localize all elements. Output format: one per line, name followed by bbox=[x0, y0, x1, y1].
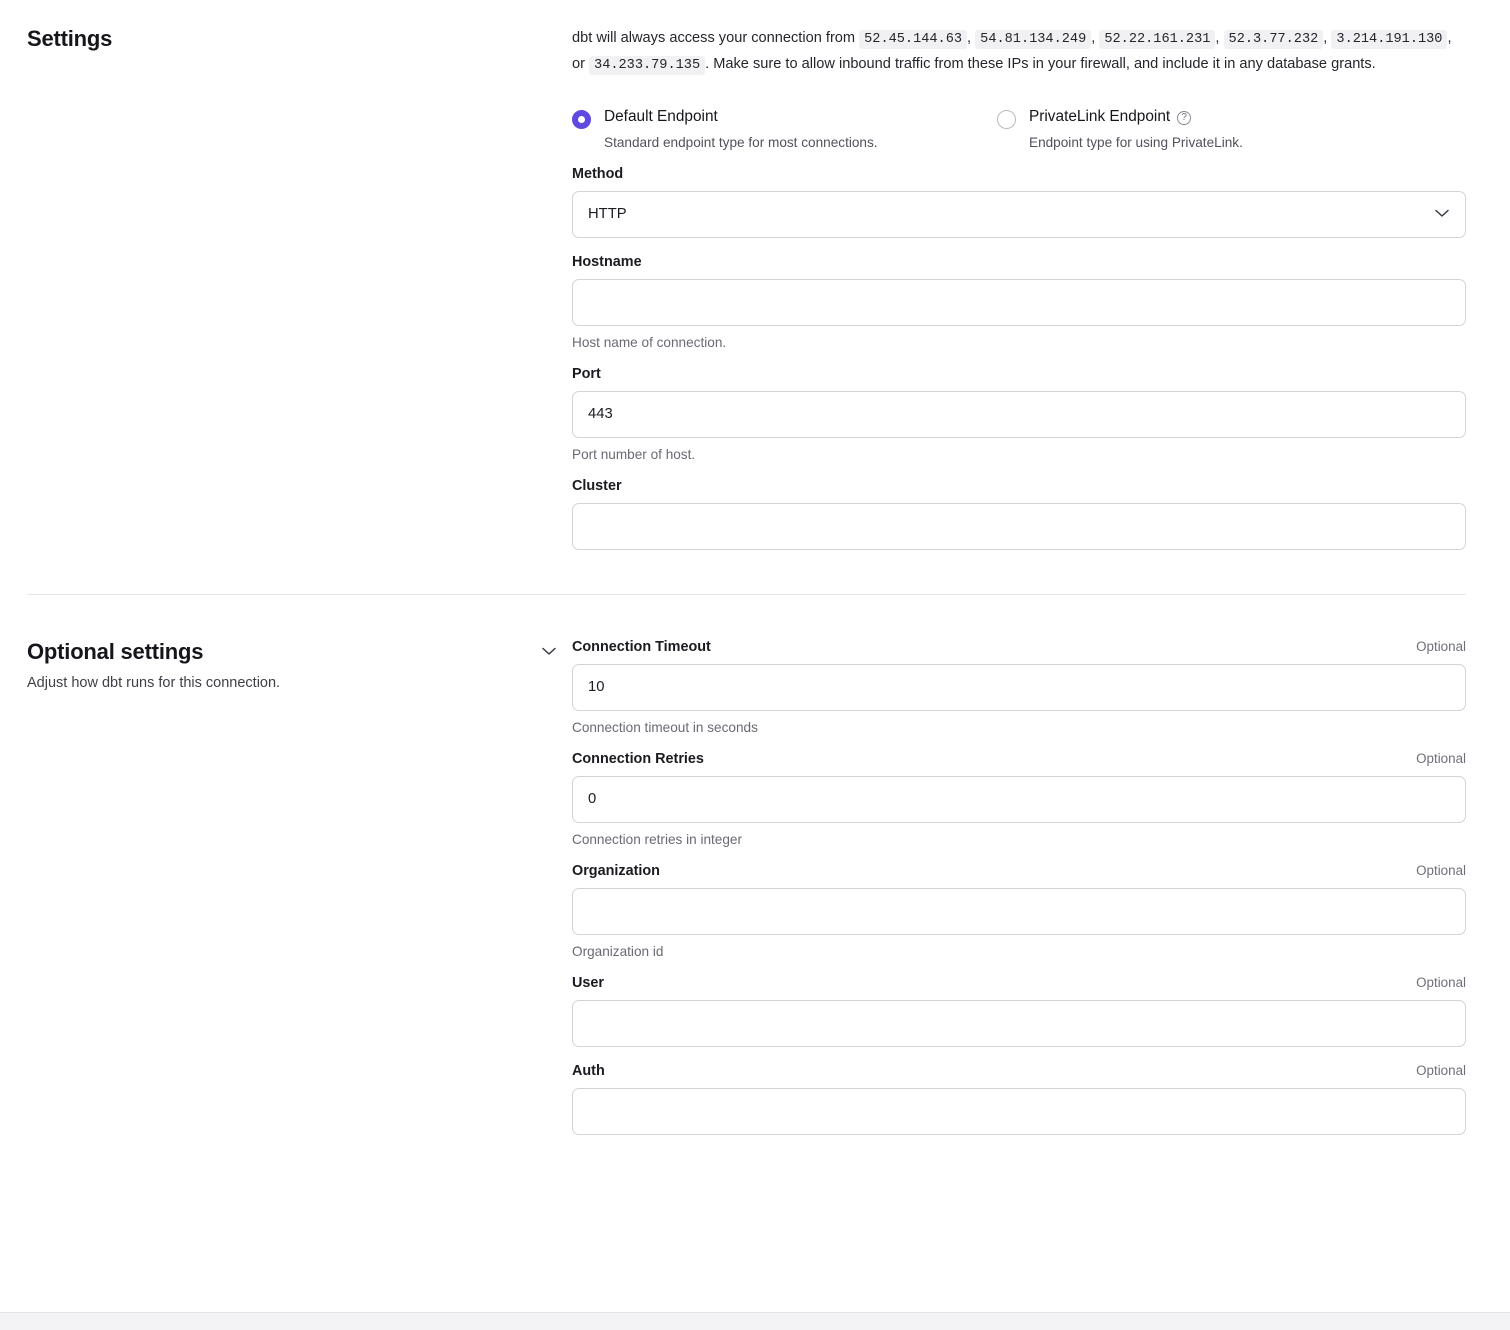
optional-settings-right-column bbox=[572, 613, 1466, 1135]
endpoint-type-radio-group bbox=[572, 108, 1466, 149]
ip-address-3: 52.22.161.231 bbox=[1099, 30, 1215, 49]
field-label-cluster: Cluster bbox=[572, 477, 622, 494]
radio-privatelink-endpoint-desc: Endpoint type for using PrivateLink. bbox=[1029, 134, 1243, 150]
radio-privatelink-endpoint-label-row bbox=[1029, 108, 1243, 126]
ip-allowlist-notice bbox=[572, 26, 1466, 78]
radio-privatelink-endpoint-label: PrivateLink Endpoint bbox=[1029, 108, 1171, 126]
field-cluster bbox=[572, 478, 1466, 550]
field-connection-retries bbox=[572, 751, 1466, 847]
label-row-organization bbox=[572, 863, 1466, 888]
field-auth bbox=[572, 1063, 1466, 1135]
hint-connection-timeout: Connection timeout in seconds bbox=[572, 719, 758, 735]
help-circle-icon[interactable]: ? bbox=[1177, 111, 1191, 125]
comma-5: , bbox=[1447, 30, 1452, 46]
radio-option-default-endpoint[interactable] bbox=[572, 108, 997, 149]
field-label-organization: Organization bbox=[572, 862, 660, 879]
comma-3: , bbox=[1215, 30, 1220, 46]
field-connection-timeout bbox=[572, 639, 1466, 735]
radio-default-endpoint-label-row bbox=[604, 108, 878, 126]
cluster-input[interactable] bbox=[572, 503, 1466, 550]
connection-timeout-input[interactable] bbox=[572, 664, 1466, 711]
optional-tag-auth: Optional bbox=[1416, 1062, 1466, 1078]
field-label-port: Port bbox=[572, 365, 601, 382]
ip-address-4: 52.3.77.232 bbox=[1224, 30, 1324, 49]
settings-section bbox=[0, 0, 1510, 550]
field-user bbox=[572, 975, 1466, 1047]
method-select-wrapper[interactable] bbox=[572, 191, 1466, 238]
radio-privatelink-endpoint-indicator[interactable] bbox=[997, 110, 1016, 129]
optional-settings-title: Optional settings bbox=[27, 638, 204, 664]
optional-tag-user: Optional bbox=[1416, 974, 1466, 990]
field-method bbox=[572, 166, 1466, 238]
field-hostname bbox=[572, 254, 1466, 350]
ip-notice-suffix: Make sure to allow inbound traffic from these IPs in your firewall, and include it in any database grants. bbox=[713, 56, 1376, 73]
settings-right-column bbox=[572, 0, 1466, 550]
field-label-connection-retries: Connection Retries bbox=[572, 750, 704, 767]
optional-tag-connection-retries: Optional bbox=[1416, 750, 1466, 766]
hostname-input[interactable] bbox=[572, 279, 1466, 326]
connection-retries-input[interactable] bbox=[572, 776, 1466, 823]
comma-2: , bbox=[1091, 30, 1096, 46]
optional-settings-subtitle: Adjust how dbt runs for this connection. bbox=[27, 674, 281, 691]
radio-default-endpoint-indicator[interactable] bbox=[572, 110, 591, 129]
hint-organization: Organization id bbox=[572, 943, 664, 959]
radio-default-endpoint-desc: Standard endpoint type for most connections. bbox=[604, 134, 878, 150]
hint-port: Port number of host. bbox=[572, 446, 696, 462]
comma-4: , bbox=[1323, 30, 1328, 46]
field-label-method: Method bbox=[572, 165, 624, 182]
label-row-connection-timeout bbox=[572, 639, 1466, 664]
radio-option-privatelink-endpoint[interactable] bbox=[997, 108, 1422, 149]
field-label-connection-timeout: Connection Timeout bbox=[572, 638, 711, 655]
optional-settings-left-column bbox=[27, 613, 572, 1135]
optional-tag-connection-timeout: Optional bbox=[1416, 638, 1466, 654]
ip-address-5: 3.214.191.130 bbox=[1331, 30, 1447, 49]
field-label-user: User bbox=[572, 974, 604, 991]
ip-address-2: 54.81.134.249 bbox=[975, 30, 1091, 49]
organization-input[interactable] bbox=[572, 888, 1466, 935]
auth-input[interactable] bbox=[572, 1088, 1466, 1135]
ip-notice-prefix: dbt will always access your connection from bbox=[572, 30, 856, 46]
method-select[interactable]: HTTP bbox=[572, 191, 1466, 238]
comma-1: , bbox=[967, 30, 972, 46]
radio-default-endpoint-label: Default Endpoint bbox=[604, 108, 718, 126]
ip-notice-or: or bbox=[572, 56, 585, 73]
label-row-connection-retries bbox=[572, 751, 1466, 776]
field-port bbox=[572, 366, 1466, 462]
field-organization bbox=[572, 863, 1466, 959]
label-row-user bbox=[572, 975, 1466, 1000]
field-label-auth: Auth bbox=[572, 1062, 605, 1079]
hint-hostname: Host name of connection. bbox=[572, 334, 727, 350]
field-label-hostname: Hostname bbox=[572, 253, 642, 270]
hint-connection-retries: Connection retries in integer bbox=[572, 831, 743, 847]
period-1: . bbox=[705, 56, 710, 73]
ip-address-6: 34.233.79.135 bbox=[589, 56, 705, 75]
ip-address-1: 52.45.144.63 bbox=[859, 30, 967, 49]
label-row-auth bbox=[572, 1063, 1466, 1088]
optional-tag-organization: Optional bbox=[1416, 862, 1466, 878]
user-input[interactable] bbox=[572, 1000, 1466, 1047]
port-input[interactable] bbox=[572, 391, 1466, 438]
chevron-down-icon-collapse[interactable] bbox=[542, 643, 556, 661]
settings-left-column bbox=[27, 0, 572, 550]
page-title: Settings bbox=[27, 26, 113, 51]
bottom-strip bbox=[0, 1312, 1510, 1330]
optional-settings-section bbox=[0, 595, 1510, 1135]
